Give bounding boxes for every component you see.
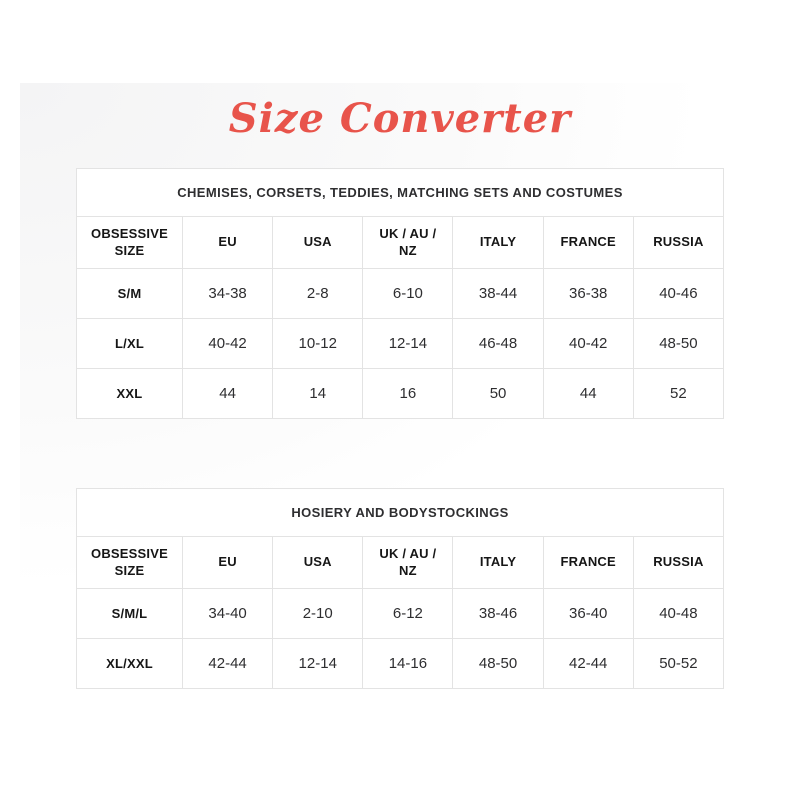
value-cell: 34-40 <box>183 589 273 639</box>
column-header: RUSSIA <box>633 217 723 269</box>
value-cell: 34-38 <box>183 269 273 319</box>
column-header: OBSESSIVE SIZE <box>77 217 183 269</box>
size-table-chemises <box>76 168 724 419</box>
column-header: UK / AU / NZ <box>363 537 453 589</box>
value-cell: 40-46 <box>633 269 723 319</box>
column-header: FRANCE <box>543 537 633 589</box>
column-header: EU <box>183 537 273 589</box>
value-cell: 38-44 <box>453 269 543 319</box>
value-cell: 48-50 <box>633 319 723 369</box>
value-cell: 14 <box>273 369 363 419</box>
value-cell: 44 <box>543 369 633 419</box>
table-header-row <box>77 217 724 269</box>
table-section-title: CHEMISES, CORSETS, TEDDIES, MATCHING SETS AND COSTUMES <box>77 169 724 217</box>
table-row <box>77 589 724 639</box>
table-row <box>77 319 724 369</box>
column-header: ITALY <box>453 217 543 269</box>
value-cell: 52 <box>633 369 723 419</box>
size-label-cell: XXL <box>77 369 183 419</box>
value-cell: 44 <box>183 369 273 419</box>
value-cell: 6-10 <box>363 269 453 319</box>
value-cell: 16 <box>363 369 453 419</box>
table-row <box>77 269 724 319</box>
value-cell: 14-16 <box>363 639 453 689</box>
column-header: FRANCE <box>543 217 633 269</box>
column-header: OBSESSIVE SIZE <box>77 537 183 589</box>
value-cell: 40-42 <box>543 319 633 369</box>
content-card <box>20 83 780 723</box>
value-cell: 12-14 <box>363 319 453 369</box>
value-cell: 38-46 <box>453 589 543 639</box>
value-cell: 40-42 <box>183 319 273 369</box>
value-cell: 2-10 <box>273 589 363 639</box>
page-title: Size Converter <box>228 95 572 142</box>
value-cell: 46-48 <box>453 319 543 369</box>
column-header: USA <box>273 217 363 269</box>
column-header: USA <box>273 537 363 589</box>
size-table-hosiery <box>76 488 724 689</box>
value-cell: 50 <box>453 369 543 419</box>
value-cell: 2-8 <box>273 269 363 319</box>
table-section-title: HOSIERY AND BODYSTOCKINGS <box>77 489 724 537</box>
table-row <box>77 639 724 689</box>
size-label-cell: XL/XXL <box>77 639 183 689</box>
size-label-cell: L/XL <box>77 319 183 369</box>
size-label-cell: S/M <box>77 269 183 319</box>
value-cell: 10-12 <box>273 319 363 369</box>
value-cell: 42-44 <box>183 639 273 689</box>
value-cell: 42-44 <box>543 639 633 689</box>
value-cell: 36-38 <box>543 269 633 319</box>
column-header: ITALY <box>453 537 543 589</box>
value-cell: 6-12 <box>363 589 453 639</box>
column-header: RUSSIA <box>633 537 723 589</box>
size-label-cell: S/M/L <box>77 589 183 639</box>
table-row <box>77 369 724 419</box>
value-cell: 50-52 <box>633 639 723 689</box>
column-header: EU <box>183 217 273 269</box>
value-cell: 40-48 <box>633 589 723 639</box>
value-cell: 12-14 <box>273 639 363 689</box>
column-header: UK / AU / NZ <box>363 217 453 269</box>
table-header-row <box>77 537 724 589</box>
value-cell: 48-50 <box>453 639 543 689</box>
value-cell: 36-40 <box>543 589 633 639</box>
